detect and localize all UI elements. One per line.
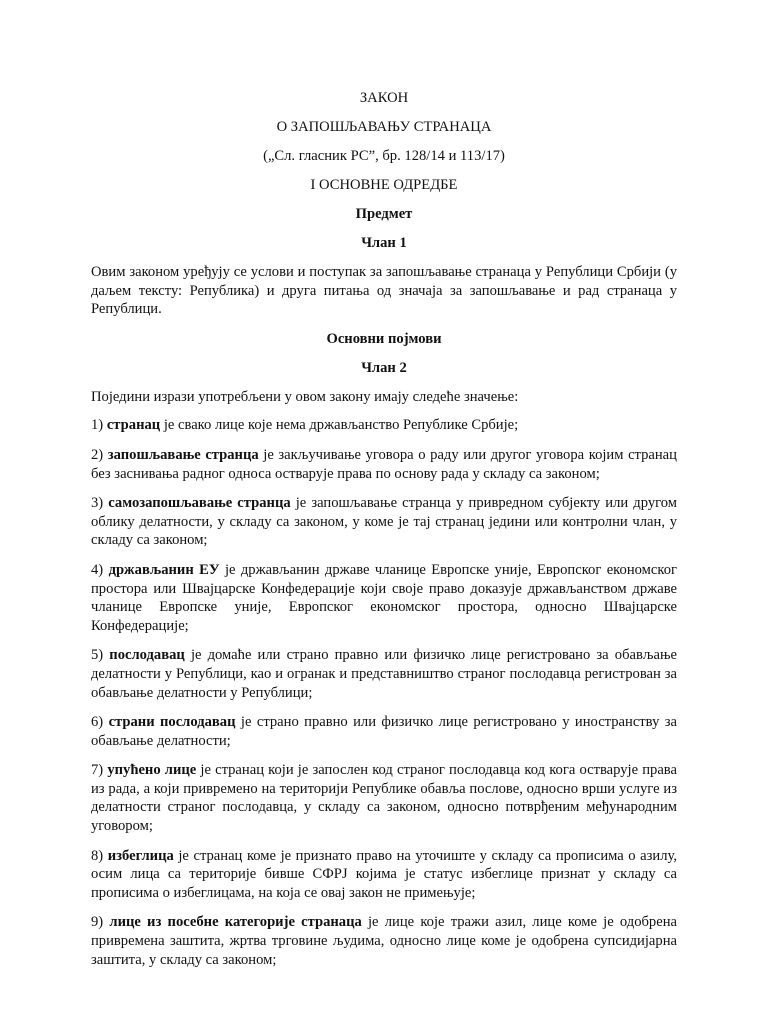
item-number: 6) [91, 714, 104, 731]
item-number: 2) [91, 446, 104, 463]
definition-item [91, 713, 677, 750]
item-number: 3) [91, 495, 104, 512]
definition-text: је домаће или страно правно или физичко лице регистровано за обављање делатности у Републици, као и огранак и представништво страног послодавца регистрован за обављање делатности у Републици; [91, 647, 677, 701]
defined-term: упућено лице [107, 762, 197, 779]
law-title: О ЗАПОШЉАВАЊУ СТРАНАЦА [276, 119, 492, 135]
item-number: 5) [91, 647, 104, 664]
definition-item [91, 913, 677, 969]
definition-item [91, 646, 677, 702]
defined-term: избеглица [107, 847, 174, 864]
definition-text: је страно правно или физичко лице регистровано у иностранству за обављање делатности; [91, 714, 677, 749]
article-1-heading: Члан 1 [361, 235, 407, 251]
gazette-reference: („Сл. гласник РС”, бр. 128/14 и 113/17) [263, 148, 505, 164]
definition-text: је закључивање уговора о раду или другог уговора којим странац без заснивања радног односа остварује права по основу рада у складу са законом; [91, 446, 677, 482]
defined-term: самозапошљавање странца [108, 495, 291, 512]
definition-text: је странац коме је признато право на уточиште у складу са прописима о азилу, осим лица са територије бивше СФРЈ којима је статус избеглице признат у складу са прописима о избеглицама, на која се овај закон не примењује; [91, 847, 677, 901]
defined-term: запошљавање странца [107, 446, 259, 463]
defined-term: држављанин ЕУ [108, 561, 220, 578]
law-label: ЗАКОН [359, 90, 409, 106]
definition-text: је странац који је запослен код страног послодавца код кога остварује права из рада, а који привремено на територији Републике обавља послове, односно врши услуге из делатности страног послодавца, у складу са законом, односно потврђеним међународним уговором; [91, 762, 677, 835]
item-number: 9) [91, 914, 104, 931]
article-2-heading: Члан 2 [361, 359, 407, 376]
defined-term: послодавац [109, 647, 185, 664]
definition-item [91, 446, 677, 483]
item-number: 1) [91, 417, 104, 434]
definition-item [91, 847, 677, 903]
chapter-heading: I ОСНОВНЕ ОДРЕДБЕ [310, 177, 458, 193]
definition-text: је лице које тражи азил, лице коме је одобрена привремена заштита, жртва трговине људима, односно лице коме је одобрена супсидијарна заштита, у складу са законом; [91, 914, 677, 968]
definition-text: је запошљавање странца у привредном субјекту или другом облику делатности, у складу са законом, у коме је тај странац једини или контролни члан, у складу са законом; [91, 495, 677, 549]
definition-text: је свако лице које нема држављанство Републике Србије; [160, 417, 519, 434]
defined-term: лице из посебне категорије странаца [109, 914, 362, 931]
item-number: 8) [91, 847, 104, 864]
section-heading-subject: Предмет [355, 206, 413, 222]
article-2-intro: Поједини изрази употребљени у овом закону имају следеће значење: [91, 388, 519, 405]
definition-text: је држављанин државе чланице Европске уније, Европског економског простора или Швајцарске Конфедерације који своје право доказује држављанством државе чланице Европске уније, Европског економског простора, односно Швајцарске Конфедерације; [91, 561, 677, 634]
document-content [91, 89, 677, 980]
item-number: 4) [91, 561, 104, 578]
definition-item [91, 494, 677, 550]
article-1-text: Овим законом уређују се услови и поступак за запошљавање странаца у Републици Србији (у даљем тексту: Република) и друга питања од значаја за запошљавање и рад странаца у Републици. [91, 264, 677, 318]
section-heading-basic-terms: Основни појмови [326, 330, 442, 347]
defined-term: странац [106, 417, 161, 434]
item-number: 7) [91, 762, 104, 779]
definition-item [91, 561, 677, 635]
definition-item [91, 416, 677, 435]
definition-item [91, 761, 677, 835]
defined-term: страни послодавац [108, 714, 236, 731]
